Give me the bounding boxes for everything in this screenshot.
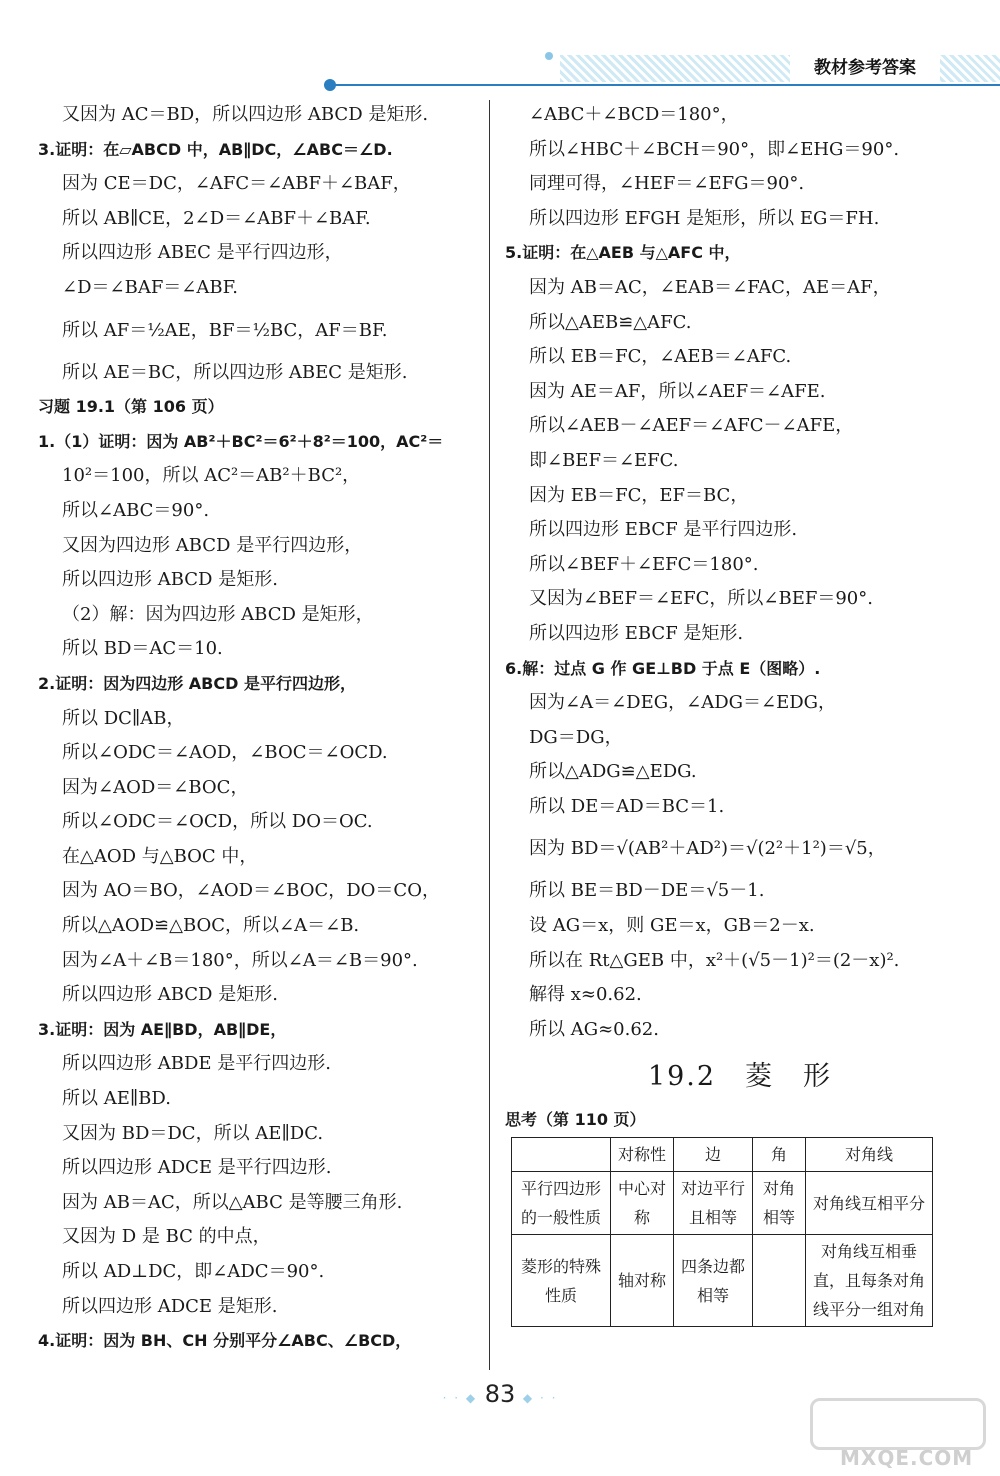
text-line-fraction: 所以 AF＝½AE，BF＝½BC，AF＝BF. [62,319,388,341]
think-heading: 思考（第 110 页） [505,1110,646,1130]
problem-heading: 2.证明：因为四边形 ABCD 是平行四边形， [38,673,356,693]
page-number-decoration: ◆ · · [522,1391,558,1405]
text-line: 因为∠A＋∠B＝180°，所以∠A＝∠B＝90°. [62,949,418,971]
text-line: 解得 x≈0.62. [529,984,642,1006]
header-rule [330,84,1000,86]
text-line: 所以四边形 EBCF 是矩形. [529,622,744,644]
text-line: ∠D＝∠BAF＝∠ABF. [62,276,239,298]
text-line: 所以四边形 EFGH 是矩形，所以 EG＝FH. [529,207,880,229]
table-cell: 平行四边形的一般性质 [512,1172,611,1235]
watermark-logo-icon [810,1398,986,1450]
text-line: 又因为 AC＝BD，所以四边形 ABCD 是矩形. [62,104,429,125]
text-line: 因为 EB＝FC，EF＝BC， [529,484,749,506]
text-line: 所以 AE∥BD. [62,1088,171,1110]
text-line: 即∠BEF＝∠EFC. [529,449,679,471]
text-line: 所以△AOD≌△BOC，所以∠A＝∠B. [62,915,360,937]
right-column [505,98,975,1327]
problem-heading: 6.解：过点 G 作 GE⊥BD 于点 E（图略）. [505,658,821,678]
table-header-cell: 角 [753,1138,806,1172]
text-line: 因为 AB＝AC，所以△ABC 是等腰三角形. [62,1191,403,1213]
text-line: 因为∠AOD＝∠BOC， [62,776,249,798]
text-line: 所以 AE＝BC，所以四边形 ABEC 是矩形. [62,361,408,383]
text-line: 所以 DC∥AB， [62,707,185,729]
text-line: 又因为 BD＝DC，所以 AE∥DC. [62,1122,324,1144]
text-line: 所以 AB∥CE，2∠D＝∠ABF＋∠BAF. [62,207,371,229]
exercise-heading: 习题 19.1（第 106 页） [38,397,224,417]
table-row [512,1172,933,1235]
table-cell: 对角相等 [753,1172,806,1235]
column-divider [489,100,490,1370]
text-line: 所以四边形 ABCD 是矩形. [62,569,278,591]
problem-heading: 4.证明：因为 BH、CH 分别平分∠ABC、∠BCD， [38,1331,412,1351]
text-line-radical: 因为 BD＝√(AB²＋AD²)＝√(2²＋1²)＝√5， [529,838,886,860]
text-line: 所以四边形 ADCE 是平行四边形. [62,1157,332,1179]
text-line: 所以△AEB≌△AFC. [529,311,692,333]
text-line: 所以在 Rt△GEB 中，x²＋(√5－1)²＝(2－x)². [529,949,900,971]
text-line: 所以 BE＝BD－DE＝√5－1. [529,880,765,902]
text-line: 因为∠A＝∠DEG，∠ADG＝∠EDG， [529,692,837,714]
table-cell: 对角线互相平分 [806,1172,933,1235]
problem-heading: 3.证明：因为 AE∥BD，AB∥DE， [38,1019,287,1039]
text-line: 所以∠ODC＝∠AOD，∠BOC＝∠OCD. [62,742,388,764]
table-header-cell: 对称性 [611,1138,674,1172]
text-line: 所以∠ABC＝90°. [62,499,210,521]
text-line: 设 AG＝x，则 GE＝x，GB＝2－x. [529,915,815,937]
text-line: 所以 BD＝AC＝10. [62,638,223,660]
text-line: 所以△ADG≌△EDG. [529,761,697,783]
text-line: 又因为∠BEF＝∠EFC，所以∠BEF＝90°. [529,588,873,610]
section-title: 19.2 菱 形 [647,1061,833,1093]
table-cell: 对边平行且相等 [674,1172,753,1235]
text-line: 又因为 D 是 BC 的中点， [62,1226,271,1248]
text-line: （2）解：因为四边形 ABCD 是矩形， [62,603,374,625]
table-header-cell: 对角线 [806,1138,933,1172]
text-line: 所以 AD⊥DC，即∠ADC＝90°. [62,1261,325,1282]
header-decoration-dot [545,52,553,60]
text-line: ∠ABC＋∠BCD＝180°， [529,104,739,125]
header-label: 教材参考答案 [790,55,940,82]
text-line: 所以四边形 ADCE 是矩形. [62,1295,278,1317]
text-line: DG＝DG， [529,726,623,748]
text-line: 10²＝100，所以 AC²＝AB²＋BC²， [62,465,361,487]
problem-heading: 1.（1）证明：因为 AB²＋BC²＝6²＋8²＝100，AC²＝ [38,431,444,451]
table-row [512,1235,933,1327]
table-header-cell: 边 [674,1138,753,1172]
text-line: 所以∠ODC＝∠OCD，所以 DO＝OC. [62,811,373,833]
table-cell: 轴对称 [611,1235,674,1327]
table-header-cell [512,1138,611,1172]
text-line: 所以 EB＝FC，∠AEB＝∠AFC. [529,346,792,368]
text-line: 所以∠AEB－∠AEF＝∠AFC－∠AFE， [529,415,854,437]
text-line: 所以四边形 ABDE 是平行四边形. [62,1053,331,1075]
text-line: 所以四边形 EBCF 是平行四边形. [529,519,798,541]
table-cell: 四条边都相等 [674,1235,753,1327]
text-line: 所以 DE＝AD＝BC＝1. [529,795,725,817]
watermark-url: MXQE.COM [840,1446,974,1470]
table-cell: 对角线互相垂直，且每条对角线平分一组对角 [806,1235,933,1327]
text-line: 因为 AB＝AC，∠EAB＝∠FAC，AE＝AF， [529,276,891,298]
problem-heading: 3.证明：在▱ABCD 中，AB∥DC，∠ABC＝∠D. [38,139,393,159]
text-line: 因为 AE＝AF，所以∠AEF＝∠AFE. [529,380,826,402]
page-number-value: 83 [484,1380,516,1408]
text-line: 在△AOD 与△BOC 中， [62,845,258,867]
header-rule-dot [324,79,336,91]
text-line: 因为 CE＝DC，∠AFC＝∠ABF＋∠BAF， [62,173,411,195]
table-cell: 菱形的特殊性质 [512,1235,611,1327]
text-line: 因为 AO＝BO，∠AOD＝∠BOC，DO＝CO， [62,880,440,902]
text-line: 同理可得，∠HEF＝∠EFG＝90°. [529,173,805,195]
text-line: 所以四边形 ABEC 是平行四边形， [62,242,343,264]
text-line: 又因为四边形 ABCD 是平行四边形， [62,534,363,556]
problem-heading: 5.证明：在△AEB 与△AFC 中， [505,243,741,263]
table-cell [753,1235,806,1327]
text-line: 所以 AG≈0.62. [529,1018,659,1040]
watermark [800,1398,990,1470]
text-line: 所以∠BEF＋∠EFC＝180°. [529,553,759,575]
left-column [38,98,483,1359]
text-line: 所以∠HBC＋∠BCH＝90°，即∠EHG＝90°. [529,138,900,160]
table-cell: 中心对称 [611,1172,674,1235]
table-header-row [512,1138,933,1172]
properties-table [511,1137,933,1327]
text-line: 所以四边形 ABCD 是矩形. [62,984,278,1006]
page-number-decoration: · · ◆ [442,1391,478,1405]
